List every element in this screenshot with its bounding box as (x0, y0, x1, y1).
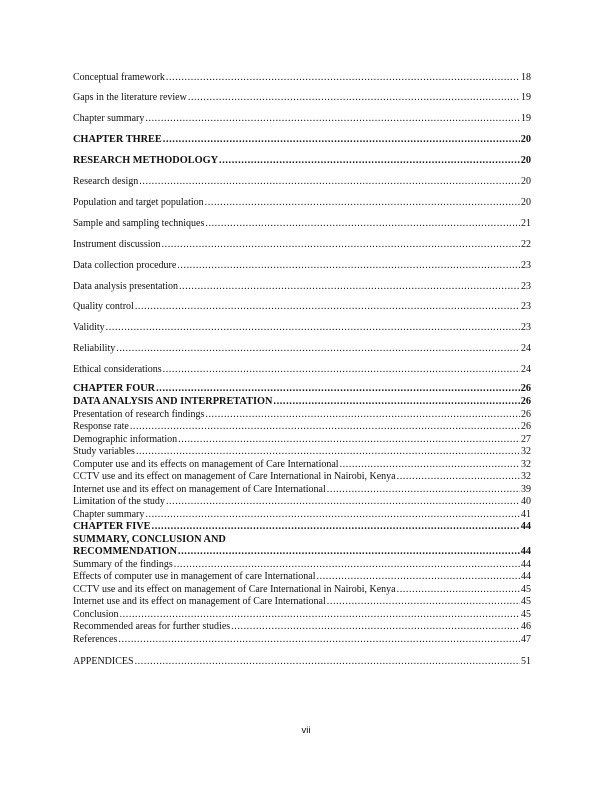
toc-entry (73, 546, 531, 558)
toc-entry (73, 409, 531, 421)
toc-entry (73, 134, 531, 146)
toc-entry-title: CHAPTER FOUR (73, 383, 156, 394)
toc-entry-page: 32 (521, 446, 531, 457)
toc-entry (73, 72, 531, 84)
toc-entry-title: Quality control (73, 301, 134, 312)
toc-entry (73, 364, 531, 376)
toc-entry-title: RESEARCH METHODOLOGY (73, 155, 219, 166)
toc-entry (73, 197, 531, 209)
toc-entry (73, 92, 531, 104)
toc-entry (73, 509, 531, 521)
toc-entry-title: Presentation of research findings (73, 409, 205, 420)
toc-entry-page: 45 (521, 584, 531, 595)
dot-leader (120, 609, 520, 621)
toc-entry-page: 46 (521, 621, 531, 632)
toc-entry-page: 45 (521, 609, 531, 620)
dot-leader (340, 459, 520, 471)
toc-entry-page: 24 (521, 364, 531, 375)
toc-entry-title: DATA ANALYSIS AND INTERPRETATION (73, 396, 273, 407)
dot-leader (166, 72, 520, 84)
toc-entry (73, 484, 531, 496)
toc-entry-page: 22 (521, 239, 531, 250)
dot-leader (135, 656, 520, 668)
dot-leader (219, 155, 520, 167)
toc-entry-title: Research design (73, 176, 139, 187)
toc-entry-title: Internet use and its effect on management of Care International (73, 484, 326, 495)
toc-entry (73, 621, 531, 633)
toc-entry-page: 21 (521, 218, 531, 229)
toc-entry (73, 471, 531, 483)
toc-entry-page: 32 (521, 471, 531, 482)
toc-entry (73, 421, 531, 433)
dot-leader (205, 409, 520, 421)
toc-entry (73, 218, 531, 230)
dot-leader (130, 421, 520, 433)
toc-entry (73, 496, 531, 508)
dot-leader (118, 634, 520, 646)
toc-entry-page: 40 (521, 496, 531, 507)
toc-entry-page: 20 (521, 197, 531, 208)
page-number: vii (301, 725, 311, 736)
dot-leader (397, 584, 520, 596)
toc-entry (73, 260, 531, 272)
toc-entry-page: 20 (520, 155, 531, 166)
toc-entry-title: Ethical considerations (73, 364, 162, 375)
toc-entry (73, 534, 531, 546)
toc-entry-title: Validity (73, 322, 105, 333)
toc-entry (73, 383, 531, 395)
toc-entry-title: RECOMMENDATION (73, 546, 177, 557)
toc-entry-page: 44 (520, 521, 531, 532)
toc-entry (73, 559, 531, 571)
toc-entry-page: 26 (521, 421, 531, 432)
toc-entry-title: APPENDICES (73, 656, 134, 667)
toc-entry-title: Response rate (73, 421, 129, 432)
toc-entry-page: 44 (521, 559, 531, 570)
toc-entry-page: 44 (520, 546, 531, 557)
dot-leader (179, 281, 520, 293)
toc-entry-title: Limitation of the study (73, 496, 165, 507)
toc-entry-title: Demographic information (73, 434, 178, 445)
toc-entry-title: Recommended areas for further studies (73, 621, 231, 632)
dot-leader (136, 446, 520, 458)
toc-entry-page: 20 (521, 176, 531, 187)
dot-leader (178, 546, 520, 558)
toc-entry-title: Internet use and its effect on management of Care International (73, 596, 326, 607)
toc-entry (73, 571, 531, 583)
toc-entry-page: 19 (521, 113, 531, 124)
toc-entry-title: Sample and sampling techniques (73, 218, 205, 229)
toc-entry-page: 51 (521, 656, 531, 667)
toc-entry-page: 18 (521, 72, 531, 83)
toc-entry (73, 634, 531, 646)
dot-leader (178, 434, 520, 446)
dot-leader (177, 260, 520, 272)
toc-entry-page: 19 (521, 92, 531, 103)
toc-entry (73, 609, 531, 621)
toc-entry-page: 32 (521, 459, 531, 470)
toc-entry-title: Conceptual framework (73, 72, 165, 83)
dot-leader (163, 134, 520, 146)
toc-entry-title: CCTV use and its effect on management of Care International in Nairobi, Kenya (73, 584, 396, 595)
toc-entry-title: Chapter summary (73, 509, 145, 520)
toc-entry (73, 239, 531, 251)
dot-leader (166, 496, 520, 508)
toc-entry (73, 155, 531, 167)
toc-entry-page: 39 (521, 484, 531, 495)
toc-entry (73, 113, 531, 125)
dot-leader (397, 471, 520, 483)
dot-leader (106, 322, 520, 334)
toc-entry-title: Population and target population (73, 197, 204, 208)
dot-leader (145, 509, 520, 521)
dot-leader (205, 197, 520, 209)
toc-entry-page: 47 (521, 634, 531, 645)
dot-leader (152, 521, 520, 533)
toc-entry-title: Data collection procedure (73, 260, 177, 271)
toc-entry-page: 23 (521, 301, 531, 312)
toc-entry (73, 281, 531, 293)
toc-entry (73, 596, 531, 608)
toc-entry-page: 26 (521, 409, 531, 420)
toc-entry-title: Instrument discussion (73, 239, 161, 250)
toc-entry (73, 343, 531, 355)
toc-entry (73, 434, 531, 446)
toc-entry-title: SUMMARY, CONCLUSION AND (73, 534, 226, 545)
toc-entry (73, 446, 531, 458)
toc-entry-title: Study variables (73, 446, 135, 457)
toc-entry-title: References (73, 634, 118, 645)
toc-entry-title: CHAPTER FIVE (73, 521, 151, 532)
toc-entry-title: Summary of the findings (73, 559, 173, 570)
toc-entry-page: 24 (521, 343, 531, 354)
toc-entry-page: 45 (521, 596, 531, 607)
toc-entry-page: 44 (521, 571, 531, 582)
toc-entry (73, 176, 531, 188)
dot-leader (116, 343, 520, 355)
dot-leader (162, 239, 521, 251)
toc-entry-page: 27 (521, 434, 531, 445)
toc-entry (73, 301, 531, 313)
dot-leader (139, 176, 520, 188)
dot-leader (231, 621, 520, 633)
dot-leader (145, 113, 520, 125)
toc-entry-page: 41 (521, 509, 531, 520)
toc-entry-title: CHAPTER THREE (73, 134, 162, 145)
toc-entry (73, 521, 531, 533)
dot-leader (163, 364, 520, 376)
dot-leader (188, 92, 520, 104)
toc-entry-page: 23 (521, 260, 531, 271)
toc-entry (73, 396, 531, 408)
toc-entry-page: 26 (520, 396, 531, 407)
dot-leader (317, 571, 521, 583)
dot-leader (156, 383, 520, 395)
dot-leader (135, 301, 520, 313)
toc-entry-title: CCTV use and its effect on management of Care International in Nairobi, Kenya (73, 471, 396, 482)
toc-entry-title: Data analysis presentation (73, 281, 178, 292)
toc-entry-title: Effects of computer use in management of care International (73, 571, 316, 582)
toc-entry-page: 26 (520, 383, 531, 394)
toc-entry (73, 656, 531, 668)
toc-entry-page: 23 (521, 281, 531, 292)
toc-entry (73, 459, 531, 471)
toc-entry-title: Computer use and its effects on management of Care International (73, 459, 339, 470)
toc-entry-page: 23 (521, 322, 531, 333)
toc-entry-page: 20 (520, 134, 531, 145)
dot-leader (174, 559, 520, 571)
dot-leader (205, 218, 520, 230)
toc-entry (73, 322, 531, 334)
toc-entry-title: Chapter summary (73, 113, 145, 124)
toc-entry (73, 584, 531, 596)
toc-entry-title: Conclusion (73, 609, 119, 620)
toc-entry-title: Gaps in the literature review (73, 92, 187, 103)
dot-leader (273, 396, 519, 408)
dot-leader (327, 484, 520, 496)
dot-leader (327, 596, 520, 608)
toc-entry-title: Reliability (73, 343, 116, 354)
